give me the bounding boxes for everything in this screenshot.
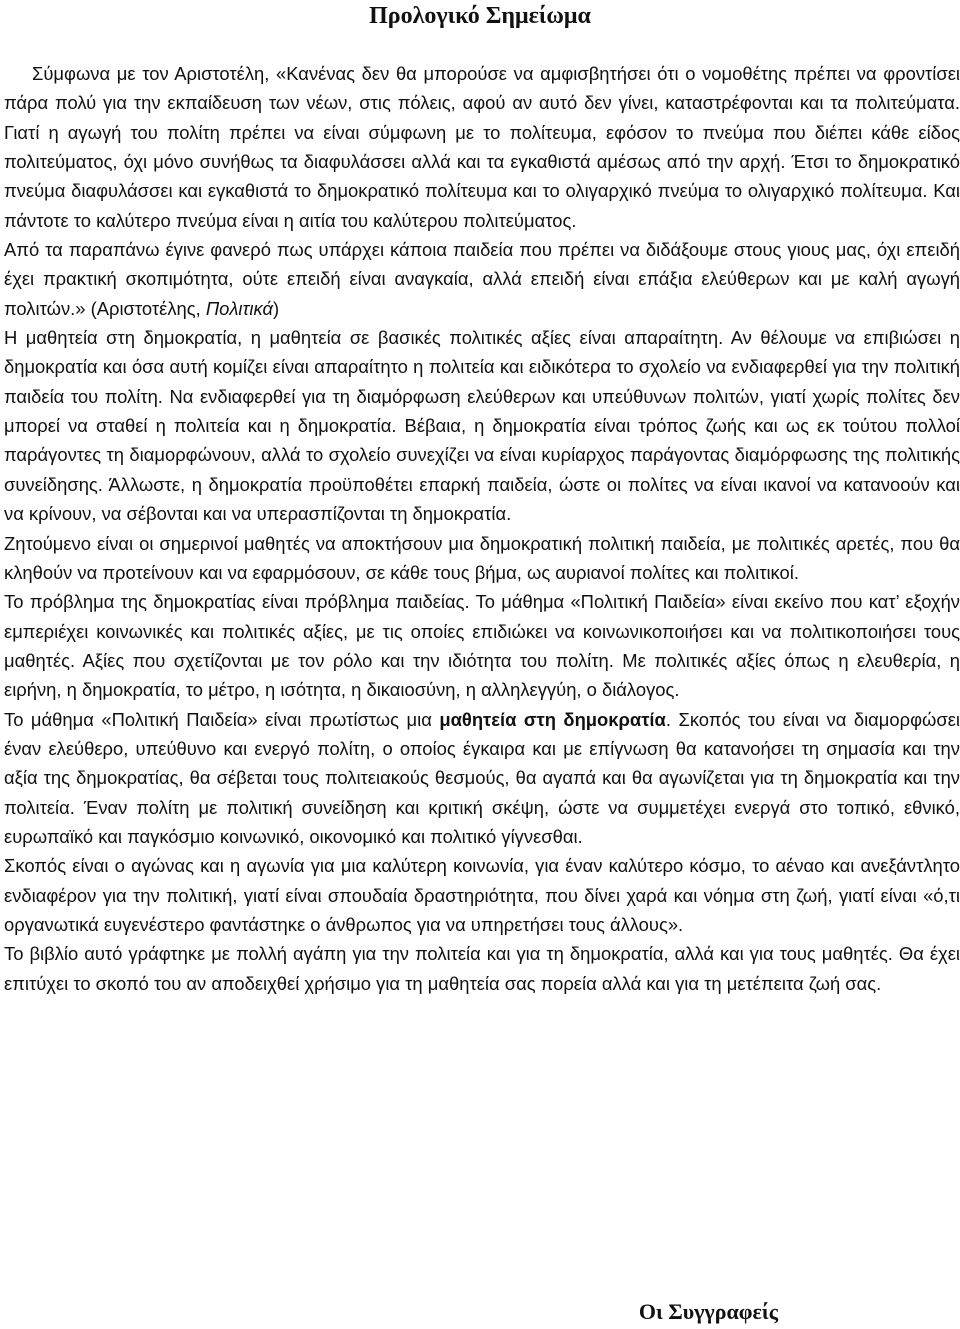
- paragraph-students-goal: Ζητούμενο είναι οι σημερινοί μαθητές να αποκτήσουν μια δημοκρατική πολιτική παιδεία, με πολιτικές αρετές, που θα κληθούν να προτείνουν και να εφαρμόσουν, σε κάθε τους βήμα, ως αυριανοί πολίτες και πολιτικοί.: [4, 532, 960, 583]
- paragraph-aristotle-quote-1: Σύμφωνα με τον Αριστοτέλη, «Κανένας δεν θα μπορούσε να αμφισβητήσει ότι ο νομοθέτης πρέπει να φροντίσει πάρα πολύ για την εκπαίδευση των νέων, στις πόλεις, αφού αν αυτό δεν γίνει, καταστρέφονται και τα πολιτεύματα. Γιατί η αγωγή του πολίτη πρέπει να είναι σύμφωνη με το πολίτευμα, εφόσον το πνεύμα που διέπει κάθε είδος πολιτεύματος, όχι μόνο συνήθως τα διαφυλάσσει αλλά και τα εγκαθιστά αμέσως από την αρχή. Έτσι το δημοκρατικό πνεύμα διαφυλάσσει και εγκαθιστά το δημοκρατικό πολίτευμα και το ολιγαρχικό πνεύμα το ολιγαρχικό πολίτευμα. Και πάντοτε το καλύτερο πνεύμα είναι η αιτία του καλύτερου πολιτεύματος.: [4, 63, 960, 231]
- paragraph-course-purpose: [4, 705, 960, 852]
- emphasis-bold: μαθητεία στη δημοκρατία: [439, 708, 666, 730]
- paragraph-text: Το μάθημα «Πολιτική Παιδεία» είναι πρωτίστως μια: [4, 708, 440, 730]
- authors-signature: Οι Συγγραφείς: [638, 1299, 778, 1324]
- paragraph-better-society: Σκοπός είναι ο αγώνας και η αγωνία για μια καλύτερη κοινωνία, για έναν καλύτερο κόσμο, το αέναο και ανεξάντλητο ενδιαφέρον για την πολιτική, γιατί είναι σπουδαία δραστηριότητα, που δίνει χαρά και νόημα στη ζωή, γιατί είναι «ό,τι οργανωτικά ευγενέστερο φαντάστηκε ο άνθρωπος για να υπηρετήσει τους άλλους».: [4, 855, 960, 935]
- paragraph-text-end: ): [272, 297, 280, 319]
- paragraph-text: Από τα παραπάνω έγινε φανερό πως υπάρχει κάποια παιδεία που πρέπει να διδάξουμε στους γιους μας, όχι επειδή έχει πρακτική σκοπιμότητα, ούτε επειδή είναι αναγκαία, αλλά επειδή είναι επάξια ελεύθερων και με καλή αγωγή πολιτών.» (Αριστοτέλης,: [4, 239, 960, 319]
- document-body: [4, 59, 960, 998]
- paragraph-education-problem: Το πρόβλημα της δημοκρατίας είναι πρόβλημα παιδείας. Το μάθημα «Πολιτική Παιδεία» είναι εκείνο που κατ’ εξοχήν εμπεριέχει κοινωνικές και πολιτικές αξίες, με τις οποίες επιδιώκει να κοινωνικοποιήσει και να πολιτικοποιήσει τους μαθητές. Αξίες που σχετίζονται με τον ρόλο και την ιδιότητα του πολίτη. Με πολιτικές αξίες όπως η ελευθερία, η ειρήνη, η δημοκρατία, το μέτρο, η ισότητα, η δικαιοσύνη, η αλληλεγγύη, ο διάλογος.: [4, 591, 960, 701]
- paragraph-text-end: . Σκοπός του είναι να διαμορφώσει έναν ελεύθερο, υπεύθυνο και ενεργό πολίτη, ο οποίος έγκαιρα και με επίγνωση θα κατανοήσει τη σημασία και την αξία της δημοκρατίας, θα σέβεται τους πολιτειακούς θεσμούς, θα αγαπά και θα αγωνίζεται για τη δημοκρατία και την πολιτεία. Έναν πολίτη με πολιτική συνείδηση και κριτική σκέψη, ώστε να συμμετέχει ενεργά στο τοπικό, εθνικό, ευρωπαϊκό και παγκόσμιο κοινωνικό, οικονομικό και πολιτικό γίγνεσθαι.: [4, 708, 960, 847]
- paragraph-aristotle-quote-2: [4, 235, 960, 323]
- paragraph-book-dedication: Το βιβλίο αυτό γράφτηκε με πολλή αγάπη για την πολιτεία και για τη δημοκρατία, αλλά και για τους μαθητές. Θα έχει επιτύχει το σκοπό του αν αποδειχθεί χρήσιμο για τη μαθητεία σας πορεία αλλά και για τη μετέπειτα ζωή σας.: [4, 943, 960, 994]
- source-title-italic: Πολιτικά: [205, 297, 273, 319]
- page-title: Προλογικό Σημείωμα: [369, 3, 591, 29]
- paragraph-democracy-learning: Η μαθητεία στη δημοκρατία, η μαθητεία σε βασικές πολιτικές αξίες είναι απαραίτητη. Αν θέλουμε να επιβιώσει η δημοκρατία και όσα αυτή κομίζει είναι απαραίτητο η πολιτεία και ειδικότερα το σχολείο να ενδιαφερθεί για την πολιτική παιδεία του πολίτη. Να ενδιαφερθεί για τη διαμόρφωση ελεύθερων και υπεύθυνων πολιτών, γιατί χωρίς πολίτες δεν μπορεί να σταθεί η πολιτεία και η δημοκρατία. Βέβαια, η δημοκρατία είναι τρόπος ζωής και ως εκ τούτου πολλοί παράγοντες τη διαμορφώνουν, αλλά το σχολείο συνεχίζει να είναι κυρίαρχος παράγοντας διαμόρφωσης της πολιτικής συνείδησης. Άλλωστε, η δημοκρατία προϋποθέτει επαρκή παιδεία, ώστε οι πολίτες να είναι ικανοί να κατανοούν και να κρίνουν, να σέβονται και να υπερασπίζονται τη δημοκρατία.: [4, 327, 960, 525]
